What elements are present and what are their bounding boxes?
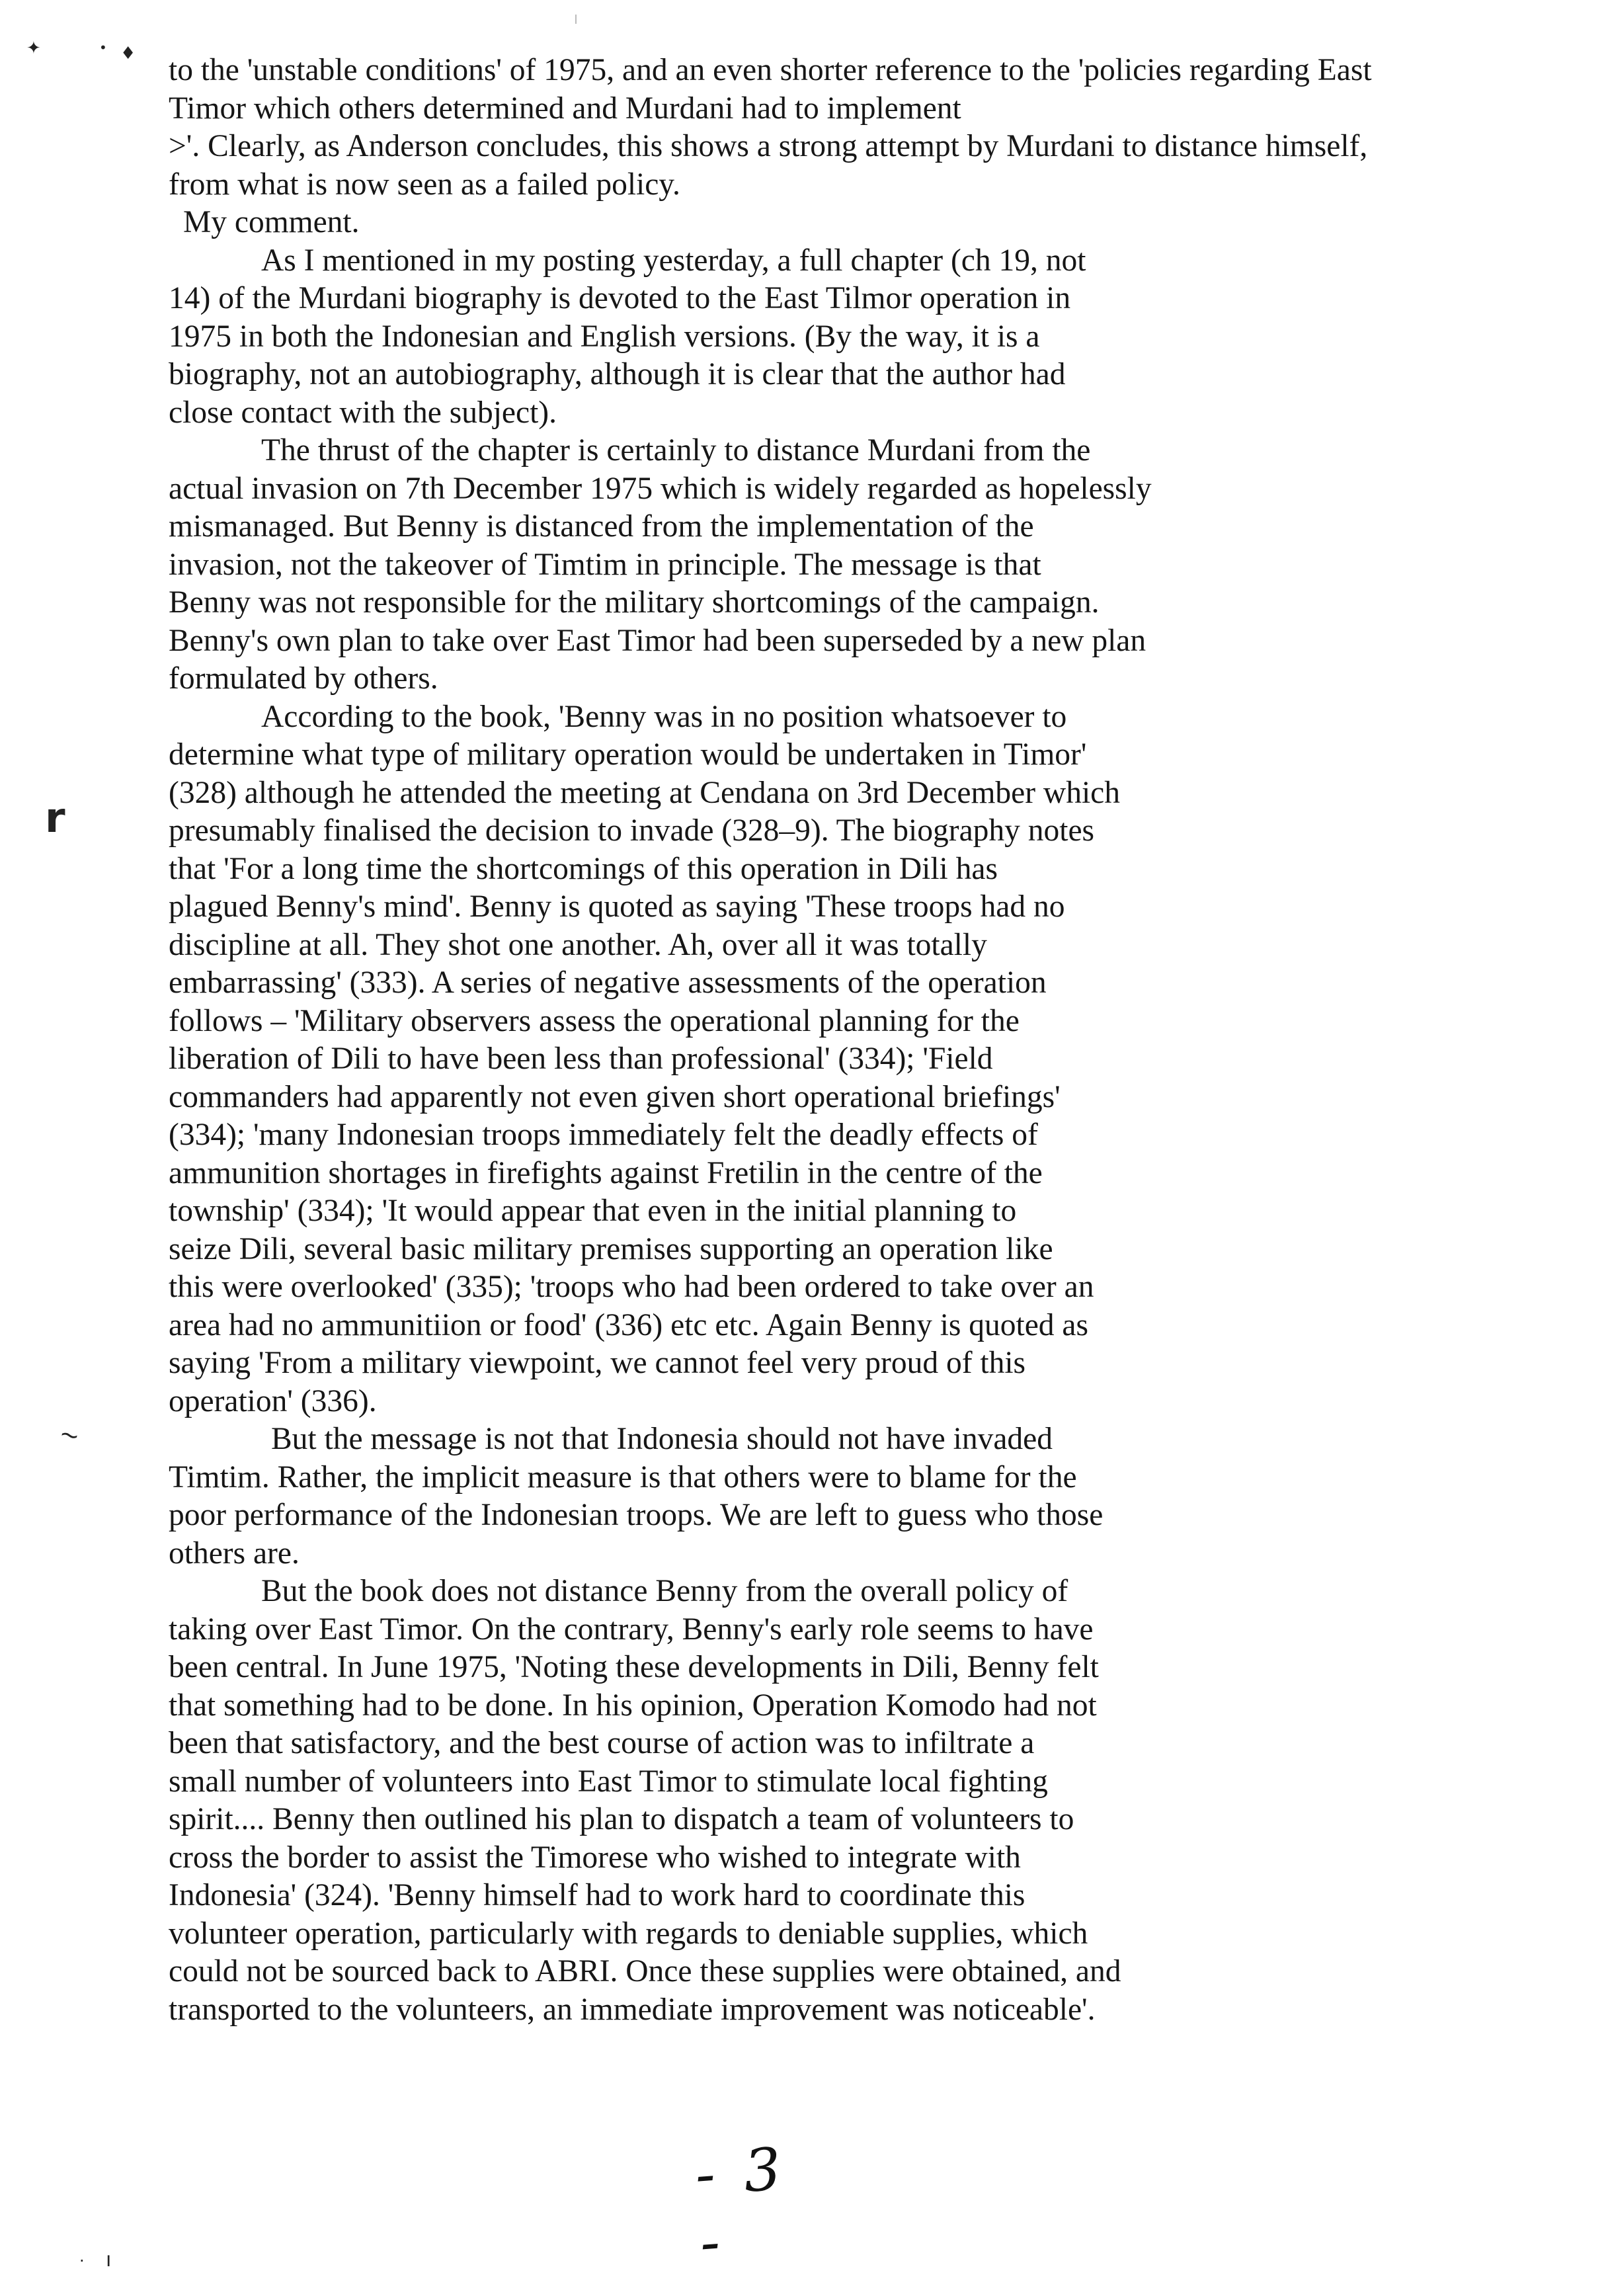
text-line: (328) although he attended the meeting at Cendana on 3rd December which: [169, 775, 1121, 810]
text-line: poor performance of the Indonesian troops. We are left to guess who those: [169, 1498, 1104, 1532]
text-line: As I mentioned in my posting yesterday, a full chapter (ch 19, not: [261, 243, 1086, 278]
text-line: The thrust of the chapter is certainly to distance Murdani from the: [261, 433, 1091, 468]
text-line: But the book does not distance Benny from the overall policy of: [261, 1574, 1068, 1608]
text-line: My comment.: [183, 205, 360, 239]
text-line: actual invasion on 7th December 1975 which is widely regarded as hopelessly: [169, 471, 1152, 506]
text-line: saying 'From a military viewpoint, we cannot feel very proud of this: [169, 1346, 1026, 1380]
text-line: But the message is not that Indonesia should not have invaded: [271, 1422, 1053, 1456]
text-line: area had no ammunitiion or food' (336) etc etc. Again Benny is quoted as: [169, 1307, 1088, 1342]
text-line: 1975 in both the Indonesian and English versions. (By the way, it is a: [169, 319, 1040, 354]
text-line: commanders had apparently not even given short operational briefings': [169, 1079, 1061, 1114]
text-line: volunteer operation, particularly with regards to deniable supplies, which: [169, 1916, 1088, 1951]
text-line: small number of volunteers into East Timor to stimulate local fighting: [169, 1764, 1048, 1799]
text-line: presumably finalised the decision to invade (328–9). The biography notes: [169, 813, 1095, 848]
text-line: Benny's own plan to take over East Timor had been superseded by a new plan: [169, 623, 1146, 658]
text-line: ammunition shortages in firefights against Fretilin in the centre of the: [169, 1155, 1043, 1190]
margin-mark: ı: [106, 2248, 112, 2272]
paragraph-3: [169, 698, 1498, 1421]
paragraph-4: [169, 1420, 1498, 1573]
text-line: that 'For a long time the shortcomings of this operation in Dili has: [169, 851, 998, 886]
margin-mark: ·: [79, 2252, 85, 2270]
text-line: embarrassing' (333). A series of negative assessments of the operation: [169, 965, 1047, 1000]
text-line: biography, not an autobiography, although it is clear that the author had: [169, 357, 1066, 391]
text-line: plagued Benny's mind'. Benny is quoted as saying 'These troops had no: [169, 889, 1065, 924]
text-line: >'. Clearly, as Anderson concludes, this shows a strong attempt by Murdani to distance himself,: [169, 129, 1368, 163]
text-line: Timtim. Rather, the implicit measure is that others were to blame for the: [169, 1459, 1077, 1495]
text-line: Benny was not responsible for the military shortcomings of the campaign.: [169, 585, 1100, 620]
text-line: close contact with the subject).: [169, 395, 557, 430]
text-line: follows – 'Military observers assess the operational planning for the: [169, 1003, 1020, 1038]
margin-mark: ✦: [26, 38, 41, 58]
margin-mark: ~: [56, 1419, 83, 1452]
text-line: invasion, not the takeover of Timtim in principle. The message is that: [169, 547, 1041, 582]
text-line: that something had to be done. In his opinion, Operation Komodo had not: [169, 1688, 1097, 1723]
text-line: this were overlooked' (335); 'troops who had been ordered to take over an: [169, 1270, 1094, 1304]
text-line: 14) of the Murdani biography is devoted to the East Tilmor operation in: [169, 281, 1071, 315]
text-line: spirit.... Benny then outlined his plan to dispatch a team of volunteers to: [169, 1802, 1074, 1836]
text-line: cross the border to assist the Timorese who wished to integrate with: [169, 1840, 1021, 1875]
text-line: been that satisfactory, and the best course of action was to infiltrate a: [169, 1726, 1035, 1760]
text-line: operation' (336).: [169, 1383, 377, 1418]
text-line: been central. In June 1975, 'Noting these developments in Dili, Benny felt: [169, 1650, 1099, 1684]
text-line: According to the book, 'Benny was in no position whatsoever to: [261, 699, 1067, 734]
text-line: Indonesia' (324). 'Benny himself had to work hard to coordinate this: [169, 1878, 1025, 1912]
text-line: taking over East Timor. On the contrary, Benny's early role seems to have: [169, 1612, 1094, 1647]
page-number: - 3 -: [693, 2134, 789, 2277]
text-line: others are.: [169, 1536, 300, 1571]
text-line: Timor which others determined and Murdani had to implement: [169, 91, 961, 126]
margin-mark: ♦: [120, 44, 136, 63]
paragraph-intro: [169, 52, 1498, 204]
paragraph-2: [169, 432, 1498, 698]
body-text: [169, 52, 1498, 2029]
text-line: from what is now seen as a failed policy.: [169, 167, 680, 202]
text-line: mismanaged. But Benny is distanced from the implementation of the: [169, 509, 1034, 544]
text-line: to the 'unstable conditions' of 1975, and an even shorter reference to the 'policies regarding East: [169, 53, 1372, 87]
paragraph-5: [169, 1573, 1498, 2029]
paragraph-1: [169, 242, 1498, 432]
margin-mark: [575, 15, 577, 24]
text-line: transported to the volunteers, an immediate improvement was noticeable'.: [169, 1992, 1096, 2027]
text-line: discipline at all. They shot one another. Ah, over all it was totally: [169, 927, 987, 962]
section-heading: [169, 204, 1498, 242]
text-line: liberation of Dili to have been less than professional' (334); 'Field: [169, 1042, 993, 1076]
margin-mark: r: [45, 794, 65, 842]
text-line: determine what type of military operation would be undertaken in Timor': [169, 737, 1087, 772]
margin-mark: •: [99, 40, 107, 56]
text-line: (334); 'many Indonesian troops immediately felt the deadly effects of: [169, 1118, 1038, 1152]
text-line: formulated by others.: [169, 661, 438, 696]
text-line: could not be sourced back to ABRI. Once these supplies were obtained, and: [169, 1954, 1121, 1988]
text-line: seize Dili, several basic military premises supporting an operation like: [169, 1231, 1053, 1266]
text-line: township' (334); 'It would appear that even in the initial planning to: [169, 1194, 1017, 1228]
